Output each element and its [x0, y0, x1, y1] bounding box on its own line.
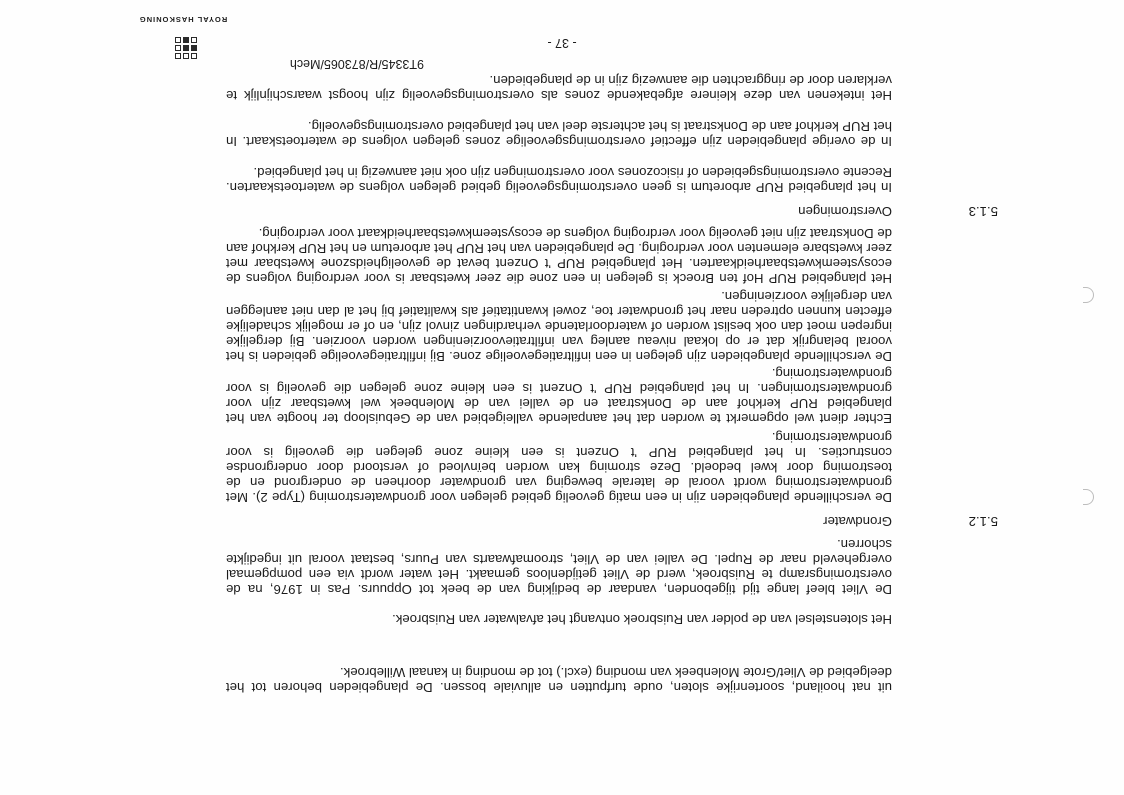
paragraph-overstroming-3: Het intekenen van deze kleinere afgebakende zones als overstromingsgevoelig zijn hoogst waarschijnlijk te verklaren door de ringgrachten die aanwezig zijn in de plangebieden. — [226, 72, 892, 103]
section-number-overstromingen: 5.1.3 — [968, 204, 998, 219]
paragraph-grondwater-1: De verschillende plangebieden zijn in een matig gevoelig gebied gelegen voor grondwaterstroming (Type 2). Met grondwaterstroming wordt vooral de laterale beweging van grondwater doorheen de ondergrond en de toestroming door kwel bedoeld. Deze stroming kan worden beïnvloed of verstoord door ondergrondse constructies. In het plangebied RUP 't Onzent is een kleine zone gelegen die gevoelig is voor grondwaterstroming. — [226, 429, 892, 505]
document-reference: 9T3345/R/873065/Mech — [289, 57, 424, 71]
paragraph-grondwater-4: Het plangebied RUP Hof ten Broeck is gelegen in een zone die zeer kwetsbaar is voor verdroging volgens de ecosysteemkwetsbaarheidkaarten. Het plangebied RUP 't Onzent bevat de gevoeligheidszone kwetsbaar met zeer kwetsbare elementen voor verdroging. De plangebieden van het RUP het arboretum en het RUP kerkhof aan de Donkstraat zijn niet gevoelig voor verdroging volgens de ecosysteemkwetsbaarheidkaart voor verdroging. — [226, 225, 892, 286]
royal-haskoning-logo — [138, 7, 231, 59]
logo-text: ROYAL HASKONING — [138, 15, 228, 24]
page-number: - 37 - — [547, 36, 577, 50]
margin-punch-mark — [1083, 489, 1094, 505]
margin-punch-mark — [1083, 287, 1094, 303]
section-title-grondwater: Grondwater — [823, 514, 892, 529]
section-title-overstromingen: Overstromingen — [798, 204, 892, 219]
paragraph-vliet: De Vliet bleef lange tijd tijgebonden, vandaar de bedijking van de beek tot Oppuurs. Pas in 1976, na de overstromingsramp te Ruisbroek, werd de Vliet getijdenloos gemaakt. Het water wordt via een pompgemaal overgeheveld naar de Rupel. De vallei van de Vliet, stroomafwaarts van Puurs, bestaat vooral uit ingedijkte schorren. — [226, 536, 892, 597]
paragraph-overstroming-2: In de overige plangebieden zijn effectief overstromingsgevoelige zones gelegen volgens de watertoetskaart. In het RUP kerkhof aan de Donkstraat is het achterste deel van het plangebied overstromingsgevoelig. — [226, 118, 892, 149]
paragraph-slotenstelsel: Het slotenstelsel van de polder van Ruisbroek ontvangt het afvalwater van Ruisbroek. — [392, 612, 892, 627]
paragraph-grondwater-3: De verschillende plangebieden zijn gelegen in een infiltratiegevoelige zone. Bij infiltratiegevoelige gebieden is het vooral belangrijk dat er op lokaal niveau aanleg van infiltratievoorzieningen worden voorzien. Bij dergelijke ingrepen moet dan ook beslist worden of waterdoorlatende verhardingen zinvol zijn, en of er mogelijk schadelijke effecten kunnen optreden naar het grondwater toe, zowel kwantitatief als kwalitatief bij het al dan niet aanleggen van dergelijke voorzieningen. — [226, 288, 892, 364]
paragraph-grondwater-2: Echter dient wel opgemerkt te worden dat het aanpalende valleigebied van de Gebuisloop ter hoogte van het plangebied RUP kerkhof aan de Donkstraat en de vallei van de Molenbeek wel kwetsbaar zijn voor grondwaterstromingen. In het plangebied RUP 't Onzent is een kleine zone gelegen die gevoelig is voor grondwaterstroming. — [226, 365, 892, 426]
section-number-grondwater: 5.1.2 — [968, 514, 998, 529]
paragraph-overstroming-1: In het plangebied RUP arboretum is geen overstromingsgevoelig gebied gelegen volgens de watertoetskaarten. Recente overstromingsgebieden of risicozones voor overstromingen zijn ook niet aanwezig in het plangebied. — [226, 164, 892, 195]
paragraph-intro: uit nat hooiland, soortenrijke sloten, oude turfputten en alluviale bossen. De plangebieden behoren tot het deelgebied de Vliet/Grote Molenbeek van monding (excl.) tot de monding in kanaal Willebroek. — [226, 664, 892, 695]
